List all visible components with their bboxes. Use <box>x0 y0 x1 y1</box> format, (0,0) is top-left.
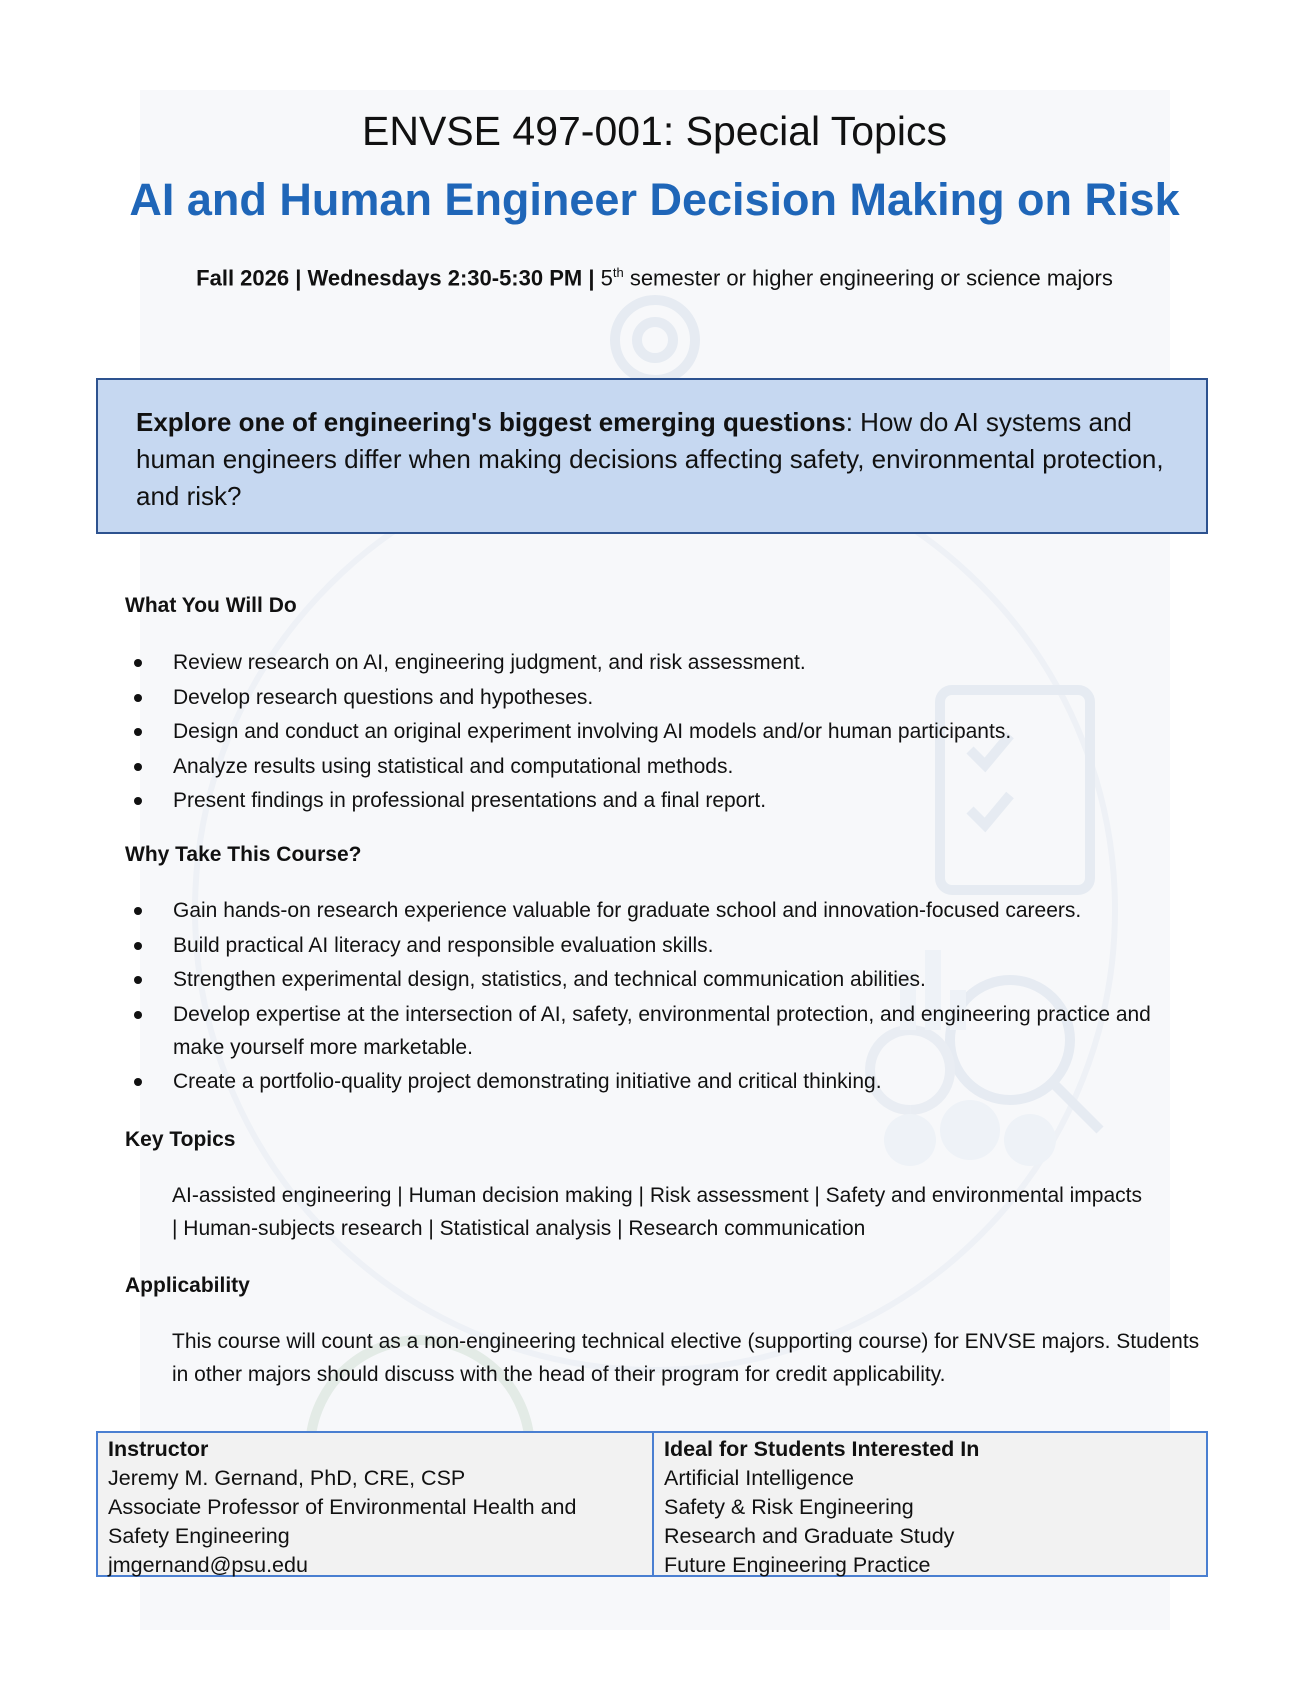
list-item-text: Analyze results using statistical and computational methods. <box>173 754 734 778</box>
ideal-for-item: Artificial Intelligence <box>664 1466 855 1490</box>
key-topics-text: AI-assisted engineering | Human decision making | Risk assessment | Safety and environmental impacts | Human-subjects research | Statistical analysis | Research communication <box>172 1184 1142 1240</box>
bullet-icon <box>134 659 142 667</box>
list-item <box>125 894 1205 927</box>
ideal-for-item: Future Engineering Practice <box>664 1553 931 1577</box>
callout-bold-text: Explore one of engineering's biggest emerging questions <box>136 407 846 437</box>
list-item-text: Create a portfolio-quality project demonstrating initiative and critical thinking. <box>173 1070 882 1093</box>
list-item <box>125 929 1205 962</box>
what-you-will-do-list <box>125 646 1205 819</box>
list-item <box>125 963 1205 996</box>
schedule-text: Wednesdays 2:30-5:30 PM <box>307 265 583 291</box>
bullet-icon <box>134 728 142 736</box>
bullet-icon <box>134 694 142 702</box>
list-item-text: Present findings in professional presentations and a final report. <box>173 789 767 812</box>
list-item <box>125 750 1205 783</box>
meta-separator-1: | <box>289 265 308 291</box>
bullet-icon <box>134 907 142 915</box>
instructor-column <box>98 1433 654 1575</box>
section-heading-what-you-will-do: What You Will Do <box>125 594 297 617</box>
meta-separator-2: | <box>582 265 601 291</box>
list-item-text: Develop research questions and hypotheses. <box>173 685 594 709</box>
ideal-for-item: Safety & Risk Engineering <box>664 1495 914 1519</box>
bullet-icon <box>134 942 142 950</box>
instructor-title: Associate Professor of Environmental Health and Safety Engineering <box>108 1495 577 1548</box>
course-code-line: ENVSE 497-001: Special Topics <box>362 108 947 154</box>
bullet-icon <box>134 763 142 771</box>
instructor-heading: Instructor <box>108 1437 209 1461</box>
bullet-icon <box>134 1011 142 1019</box>
list-item <box>125 681 1205 714</box>
list-item-text: Gain hands-on research experience valuable for graduate school and innovation-focused careers. <box>173 899 1082 922</box>
audience-text: semester or higher engineering or science majors <box>623 265 1113 291</box>
course-meta-line <box>0 265 1309 291</box>
question-callout <box>96 378 1208 534</box>
section-heading-key-topics: Key Topics <box>125 1128 236 1151</box>
callout-text: : How do AI systems and human engineers differ when making decisions affecting safety, environmental protection, and risk? <box>136 407 1164 511</box>
list-item-text: Review research on AI, engineering judgment, and risk assessment. <box>173 651 806 674</box>
list-item-text: Build practical AI literacy and responsible evaluation skills. <box>173 933 714 957</box>
instructor-email[interactable]: jmgernand@psu.edu <box>108 1553 308 1577</box>
audience-superscript: th <box>612 265 624 280</box>
bullet-icon <box>134 1078 142 1086</box>
list-item <box>125 1065 1205 1098</box>
list-item-text: Develop expertise at the intersection of AI, safety, environmental protection, and engineering practice and make yourself more marketable. <box>173 1002 1151 1059</box>
applicability-text: This course will count as a non-engineering technical elective (supporting course) for ENVSE majors. Students in other majors should discuss with the head of their program for credit applicability. <box>172 1330 1200 1386</box>
term-text: Fall 2026 <box>196 265 290 291</box>
why-take-list <box>125 894 1205 1100</box>
bullet-icon <box>134 976 142 984</box>
list-item-text: Strengthen experimental design, statistics, and technical communication abilities. <box>173 968 926 991</box>
section-heading-applicability: Applicability <box>125 1274 250 1297</box>
audience-prefix: 5 <box>600 265 613 291</box>
section-heading-why-take: Why Take This Course? <box>125 843 362 866</box>
list-item <box>125 715 1205 748</box>
list-item-text: Design and conduct an original experiment involving AI models and/or human participants. <box>173 720 1012 743</box>
page-title: AI and Human Engineer Decision Making on Risk <box>129 174 1180 225</box>
instructor-name: Jeremy M. Gernand, PhD, CRE, CSP <box>108 1466 466 1490</box>
ideal-for-item: Research and Graduate Study <box>664 1524 955 1548</box>
info-table <box>96 1431 1208 1577</box>
ideal-for-heading: Ideal for Students Interested In <box>664 1437 980 1461</box>
list-item <box>125 784 1205 817</box>
bullet-icon <box>134 797 142 805</box>
ideal-for-column <box>654 1433 1206 1575</box>
list-item <box>125 998 1173 1064</box>
list-item <box>125 646 1205 679</box>
